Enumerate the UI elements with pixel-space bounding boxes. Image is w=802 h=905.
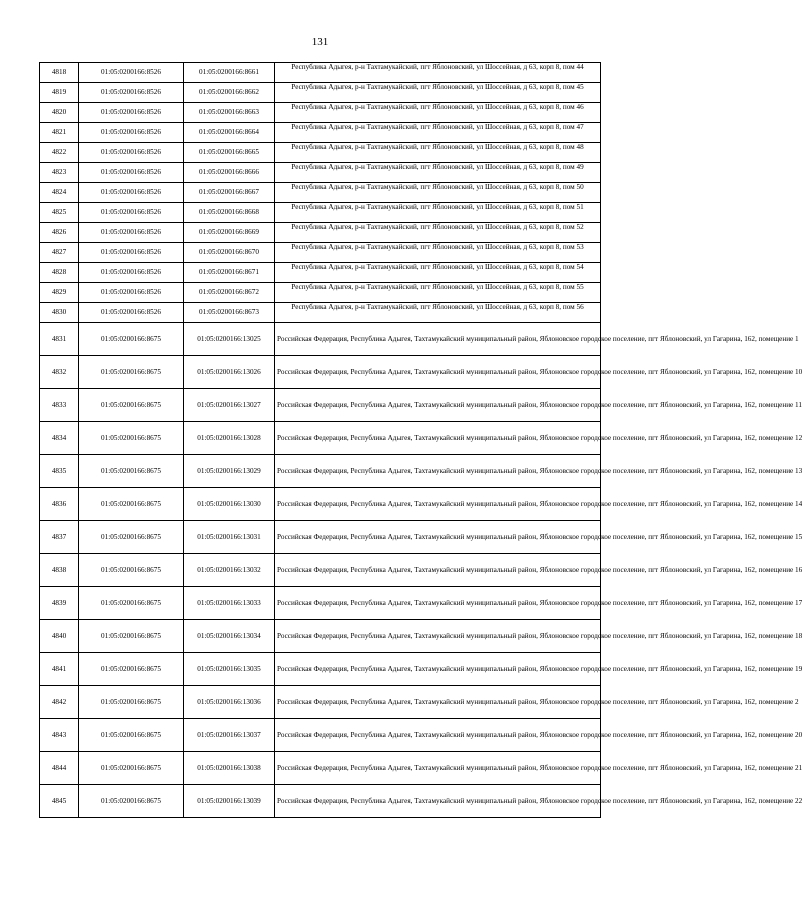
- cadastral-number-cell: 01:05:0200166:8673: [184, 303, 275, 323]
- table-row: [40, 686, 601, 719]
- parent-cadastral-number-cell: 01:05:0200166:8675: [79, 785, 184, 818]
- address-cell: Российская Федерация, Республика Адыгея, Тахтамукайский муниципальный район, Яблоновское городское поселение, пгт Яблоновский, ул Гагарина, 162, помещение 21: [275, 752, 601, 785]
- table-row: [40, 303, 601, 323]
- table-row: [40, 183, 601, 203]
- table-row: [40, 752, 601, 785]
- cadastral-number-cell: 01:05:0200166:13028: [184, 422, 275, 455]
- address-cell: Российская Федерация, Республика Адыгея, Тахтамукайский муниципальный район, Яблоновское городское поселение, пгт Яблоновский, ул Гагарина, 162, помещение 11: [275, 389, 601, 422]
- cadastral-number-cell: 01:05:0200166:13035: [184, 653, 275, 686]
- cadastral-number-cell: 01:05:0200166:8667: [184, 183, 275, 203]
- address-cell: Республика Адыгея, р-н Тахтамукайский, пгт Яблоновский, ул Шоссейная, д 63, корп 8, пом 52: [275, 223, 601, 243]
- registry-table-body: [40, 63, 802, 818]
- parent-cadastral-number-cell: 01:05:0200166:8675: [79, 356, 184, 389]
- cadastral-number-cell: 01:05:0200166:8668: [184, 203, 275, 223]
- address-cell: Российская Федерация, Республика Адыгея, Тахтамукайский муниципальный район, Яблоновское городское поселение, пгт Яблоновский, ул Гагарина, 162, помещение 12: [275, 422, 601, 455]
- cadastral-number-cell: 01:05:0200166:8670: [184, 243, 275, 263]
- cadastral-number-cell: 01:05:0200166:8662: [184, 83, 275, 103]
- registry-table: [39, 62, 802, 818]
- parent-cadastral-number-cell: 01:05:0200166:8675: [79, 422, 184, 455]
- address-cell: Республика Адыгея, р-н Тахтамукайский, пгт Яблоновский, ул Шоссейная, д 63, корп 8, пом 45: [275, 83, 601, 103]
- table-row: [40, 123, 601, 143]
- parent-cadastral-number-cell: 01:05:0200166:8526: [79, 243, 184, 263]
- address-cell: Республика Адыгея, р-н Тахтамукайский, пгт Яблоновский, ул Шоссейная, д 63, корп 8, пом 44: [275, 63, 601, 83]
- parent-cadastral-number-cell: 01:05:0200166:8675: [79, 587, 184, 620]
- row-number-cell: 4818: [40, 63, 79, 83]
- table-row: [40, 143, 601, 163]
- table-row: [40, 203, 601, 223]
- row-number-cell: 4838: [40, 554, 79, 587]
- address-cell: Республика Адыгея, р-н Тахтамукайский, пгт Яблоновский, ул Шоссейная, д 63, корп 8, пом 47: [275, 123, 601, 143]
- cadastral-number-cell: 01:05:0200166:8664: [184, 123, 275, 143]
- parent-cadastral-number-cell: 01:05:0200166:8675: [79, 323, 184, 356]
- address-cell: Российская Федерация, Республика Адыгея, Тахтамукайский муниципальный район, Яблоновское городское поселение, пгт Яблоновский, ул Гагарина, 162, помещение 14: [275, 488, 601, 521]
- page-number: 131: [311, 36, 329, 48]
- address-cell: Российская Федерация, Республика Адыгея, Тахтамукайский муниципальный район, Яблоновское городское поселение, пгт Яблоновский, ул Гагарина, 162, помещение 13: [275, 455, 601, 488]
- table-row: [40, 356, 601, 389]
- address-cell: Российская Федерация, Республика Адыгея, Тахтамукайский муниципальный район, Яблоновское городское поселение, пгт Яблоновский, ул Гагарина, 162, помещение 2: [275, 686, 601, 719]
- address-cell: Российская Федерация, Республика Адыгея, Тахтамукайский муниципальный район, Яблоновское городское поселение, пгт Яблоновский, ул Гагарина, 162, помещение 1: [275, 323, 601, 356]
- table-row: [40, 653, 601, 686]
- address-cell: Республика Адыгея, р-н Тахтамукайский, пгт Яблоновский, ул Шоссейная, д 63, корп 8, пом 49: [275, 163, 601, 183]
- cadastral-number-cell: 01:05:0200166:13034: [184, 620, 275, 653]
- address-cell: Российская Федерация, Республика Адыгея, Тахтамукайский муниципальный район, Яблоновское городское поселение, пгт Яблоновский, ул Гагарина, 162, помещение 19: [275, 653, 601, 686]
- parent-cadastral-number-cell: 01:05:0200166:8675: [79, 653, 184, 686]
- address-cell: Российская Федерация, Республика Адыгея, Тахтамукайский муниципальный район, Яблоновское городское поселение, пгт Яблоновский, ул Гагарина, 162, помещение 15: [275, 521, 601, 554]
- parent-cadastral-number-cell: 01:05:0200166:8675: [79, 389, 184, 422]
- row-number-cell: 4823: [40, 163, 79, 183]
- address-cell: Республика Адыгея, р-н Тахтамукайский, пгт Яблоновский, ул Шоссейная, д 63, корп 8, пом 46: [275, 103, 601, 123]
- address-cell: Республика Адыгея, р-н Тахтамукайский, пгт Яблоновский, ул Шоссейная, д 63, корп 8, пом 51: [275, 203, 601, 223]
- parent-cadastral-number-cell: 01:05:0200166:8526: [79, 223, 184, 243]
- address-cell: Республика Адыгея, р-н Тахтамукайский, пгт Яблоновский, ул Шоссейная, д 63, корп 8, пом 50: [275, 183, 601, 203]
- row-number-cell: 4833: [40, 389, 79, 422]
- address-cell: Республика Адыгея, р-н Тахтамукайский, пгт Яблоновский, ул Шоссейная, д 63, корп 8, пом 55: [275, 283, 601, 303]
- address-cell: Российская Федерация, Республика Адыгея, Тахтамукайский муниципальный район, Яблоновское городское поселение, пгт Яблоновский, ул Гагарина, 162, помещение 18: [275, 620, 601, 653]
- cadastral-number-cell: 01:05:0200166:13026: [184, 356, 275, 389]
- parent-cadastral-number-cell: 01:05:0200166:8526: [79, 143, 184, 163]
- parent-cadastral-number-cell: 01:05:0200166:8675: [79, 719, 184, 752]
- cadastral-number-cell: 01:05:0200166:13038: [184, 752, 275, 785]
- table-row: [40, 521, 601, 554]
- table-row: [40, 554, 601, 587]
- cadastral-number-cell: 01:05:0200166:8665: [184, 143, 275, 163]
- row-number-cell: 4829: [40, 283, 79, 303]
- cadastral-number-cell: 01:05:0200166:13027: [184, 389, 275, 422]
- row-number-cell: 4819: [40, 83, 79, 103]
- parent-cadastral-number-cell: 01:05:0200166:8675: [79, 521, 184, 554]
- cadastral-number-cell: 01:05:0200166:8672: [184, 283, 275, 303]
- table-row: [40, 283, 601, 303]
- row-number-cell: 4824: [40, 183, 79, 203]
- row-number-cell: 4836: [40, 488, 79, 521]
- table-row: [40, 223, 601, 243]
- cadastral-number-cell: 01:05:0200166:13029: [184, 455, 275, 488]
- parent-cadastral-number-cell: 01:05:0200166:8526: [79, 283, 184, 303]
- table-row: [40, 422, 601, 455]
- cadastral-number-cell: 01:05:0200166:8661: [184, 63, 275, 83]
- row-number-cell: 4825: [40, 203, 79, 223]
- row-number-cell: 4845: [40, 785, 79, 818]
- cadastral-number-cell: 01:05:0200166:13030: [184, 488, 275, 521]
- address-cell: Республика Адыгея, р-н Тахтамукайский, пгт Яблоновский, ул Шоссейная, д 63, корп 8, пом 48: [275, 143, 601, 163]
- table-row: [40, 587, 601, 620]
- row-number-cell: 4837: [40, 521, 79, 554]
- row-number-cell: 4843: [40, 719, 79, 752]
- row-number-cell: 4827: [40, 243, 79, 263]
- row-number-cell: 4844: [40, 752, 79, 785]
- address-cell: Республика Адыгея, р-н Тахтамукайский, пгт Яблоновский, ул Шоссейная, д 63, корп 8, пом 53: [275, 243, 601, 263]
- row-number-cell: 4839: [40, 587, 79, 620]
- cadastral-number-cell: 01:05:0200166:8663: [184, 103, 275, 123]
- parent-cadastral-number-cell: 01:05:0200166:8675: [79, 488, 184, 521]
- row-number-cell: 4842: [40, 686, 79, 719]
- row-number-cell: 4820: [40, 103, 79, 123]
- row-number-cell: 4828: [40, 263, 79, 283]
- parent-cadastral-number-cell: 01:05:0200166:8675: [79, 620, 184, 653]
- parent-cadastral-number-cell: 01:05:0200166:8526: [79, 183, 184, 203]
- parent-cadastral-number-cell: 01:05:0200166:8526: [79, 83, 184, 103]
- parent-cadastral-number-cell: 01:05:0200166:8526: [79, 203, 184, 223]
- parent-cadastral-number-cell: 01:05:0200166:8526: [79, 103, 184, 123]
- table-row: [40, 389, 601, 422]
- address-cell: Российская Федерация, Республика Адыгея, Тахтамукайский муниципальный район, Яблоновское городское поселение, пгт Яблоновский, ул Гагарина, 162, помещение 17: [275, 587, 601, 620]
- address-cell: Российская Федерация, Республика Адыгея, Тахтамукайский муниципальный район, Яблоновское городское поселение, пгт Яблоновский, ул Гагарина, 162, помещение 16: [275, 554, 601, 587]
- table-row: [40, 163, 601, 183]
- row-number-cell: 4835: [40, 455, 79, 488]
- parent-cadastral-number-cell: 01:05:0200166:8526: [79, 303, 184, 323]
- cadastral-number-cell: 01:05:0200166:13037: [184, 719, 275, 752]
- row-number-cell: 4832: [40, 356, 79, 389]
- cadastral-number-cell: 01:05:0200166:13032: [184, 554, 275, 587]
- row-number-cell: 4841: [40, 653, 79, 686]
- table-row: [40, 103, 601, 123]
- parent-cadastral-number-cell: 01:05:0200166:8675: [79, 455, 184, 488]
- table-row: [40, 63, 601, 83]
- address-cell: Республика Адыгея, р-н Тахтамукайский, пгт Яблоновский, ул Шоссейная, д 63, корп 8, пом 54: [275, 263, 601, 283]
- address-cell: Российская Федерация, Республика Адыгея, Тахтамукайский муниципальный район, Яблоновское городское поселение, пгт Яблоновский, ул Гагарина, 162, помещение 20: [275, 719, 601, 752]
- address-cell: Российская Федерация, Республика Адыгея, Тахтамукайский муниципальный район, Яблоновское городское поселение, пгт Яблоновский, ул Гагарина, 162, помещение 22: [275, 785, 601, 818]
- parent-cadastral-number-cell: 01:05:0200166:8526: [79, 163, 184, 183]
- parent-cadastral-number-cell: 01:05:0200166:8526: [79, 63, 184, 83]
- parent-cadastral-number-cell: 01:05:0200166:8675: [79, 554, 184, 587]
- parent-cadastral-number-cell: 01:05:0200166:8526: [79, 263, 184, 283]
- parent-cadastral-number-cell: 01:05:0200166:8675: [79, 752, 184, 785]
- table-row: [40, 323, 601, 356]
- table-row: [40, 455, 601, 488]
- row-number-cell: 4831: [40, 323, 79, 356]
- table-row: [40, 83, 601, 103]
- table-row: [40, 263, 601, 283]
- row-number-cell: 4821: [40, 123, 79, 143]
- cadastral-number-cell: 01:05:0200166:8666: [184, 163, 275, 183]
- table-row: [40, 620, 601, 653]
- table-row: [40, 785, 601, 818]
- parent-cadastral-number-cell: 01:05:0200166:8675: [79, 686, 184, 719]
- parent-cadastral-number-cell: 01:05:0200166:8526: [79, 123, 184, 143]
- cadastral-number-cell: 01:05:0200166:13039: [184, 785, 275, 818]
- row-number-cell: 4826: [40, 223, 79, 243]
- address-cell: Республика Адыгея, р-н Тахтамукайский, пгт Яблоновский, ул Шоссейная, д 63, корп 8, пом 56: [275, 303, 601, 323]
- cadastral-number-cell: 01:05:0200166:13031: [184, 521, 275, 554]
- table-row: [40, 243, 601, 263]
- cadastral-number-cell: 01:05:0200166:8671: [184, 263, 275, 283]
- row-number-cell: 4830: [40, 303, 79, 323]
- cadastral-number-cell: 01:05:0200166:13036: [184, 686, 275, 719]
- row-number-cell: 4840: [40, 620, 79, 653]
- row-number-cell: 4834: [40, 422, 79, 455]
- table-row: [40, 719, 601, 752]
- row-number-cell: 4822: [40, 143, 79, 163]
- cadastral-number-cell: 01:05:0200166:13025: [184, 323, 275, 356]
- address-cell: Российская Федерация, Республика Адыгея, Тахтамукайский муниципальный район, Яблоновское городское поселение, пгт Яблоновский, ул Гагарина, 162, помещение 10: [275, 356, 601, 389]
- table-row: [40, 488, 601, 521]
- cadastral-number-cell: 01:05:0200166:13033: [184, 587, 275, 620]
- cadastral-number-cell: 01:05:0200166:8669: [184, 223, 275, 243]
